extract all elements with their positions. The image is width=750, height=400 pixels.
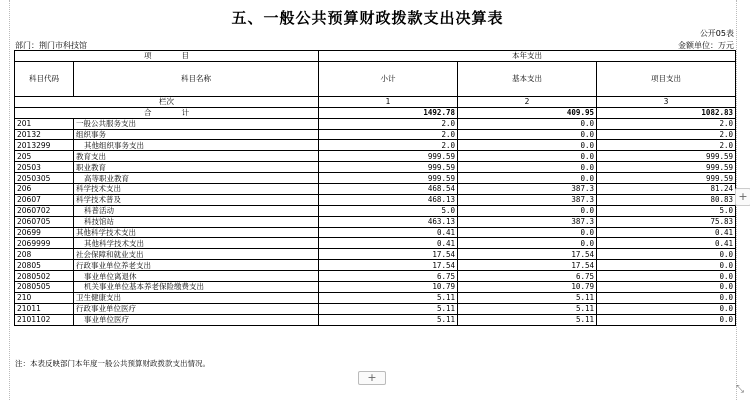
row-project[interactable]: 0.0	[597, 292, 736, 303]
row-subtotal[interactable]: 5.11	[319, 303, 458, 314]
row-name[interactable]: 科学技术支出	[74, 184, 319, 195]
expenditure-table	[14, 50, 736, 326]
row-name[interactable]: 组织事务	[74, 129, 319, 140]
row-project[interactable]: 2.0	[597, 129, 736, 140]
table-row	[15, 194, 736, 205]
row-project[interactable]: 0.0	[597, 271, 736, 282]
resize-icon[interactable]: ⤡	[736, 384, 744, 395]
row-name[interactable]: 科学技术普及	[74, 194, 319, 205]
table-row	[15, 205, 736, 216]
row-name[interactable]: 社会保障和就业支出	[74, 249, 319, 260]
row-code[interactable]: 21011	[15, 303, 74, 314]
total-label[interactable]: 合 计	[15, 107, 319, 118]
total-project[interactable]: 1082.83	[597, 107, 736, 118]
row-name[interactable]: 事业单位医疗	[74, 314, 319, 325]
header-current-year[interactable]: 本年支出	[319, 51, 736, 62]
row-basic[interactable]: 5.11	[458, 292, 597, 303]
amount-unit-label: 金额单位：万元	[678, 41, 734, 50]
table-row	[15, 184, 736, 195]
table-row	[15, 314, 736, 325]
row-basic[interactable]: 0.0	[458, 173, 597, 184]
total-subtotal[interactable]: 1492.78	[319, 107, 458, 118]
row-subtotal[interactable]: 10.79	[319, 282, 458, 293]
row-subtotal[interactable]: 5.11	[319, 314, 458, 325]
row-code[interactable]: 201	[15, 118, 74, 129]
row-code[interactable]: 20607	[15, 194, 74, 205]
row-code[interactable]: 2013299	[15, 140, 74, 151]
row-code[interactable]: 208	[15, 249, 74, 260]
department-label: 部门：荆门市科技馆	[15, 41, 87, 50]
table-row	[15, 151, 736, 162]
row-name[interactable]: 科技馆站	[74, 216, 319, 227]
row-basic[interactable]: 6.75	[458, 271, 597, 282]
row-basic[interactable]: 0.0	[458, 205, 597, 216]
row-basic[interactable]: 0.0	[458, 118, 597, 129]
row-project[interactable]: 999.59	[597, 151, 736, 162]
table-row	[15, 227, 736, 238]
row-subtotal[interactable]: 999.59	[319, 162, 458, 173]
row-name[interactable]: 行政事业单位养老支出	[74, 260, 319, 271]
row-basic[interactable]: 0.0	[458, 151, 597, 162]
row-project[interactable]: 5.0	[597, 205, 736, 216]
row-project[interactable]: 0.41	[597, 227, 736, 238]
row-name[interactable]: 行政事业单位医疗	[74, 303, 319, 314]
header-subtotal[interactable]: 小计	[319, 61, 458, 96]
row-basic[interactable]: 10.79	[458, 282, 597, 293]
row-subtotal[interactable]: 0.41	[319, 227, 458, 238]
row-project[interactable]: 0.0	[597, 314, 736, 325]
row-basic[interactable]: 5.11	[458, 303, 597, 314]
row-code[interactable]: 2069999	[15, 238, 74, 249]
table-row	[15, 303, 736, 314]
row-code[interactable]: 20805	[15, 260, 74, 271]
table-row	[15, 282, 736, 293]
table-row	[15, 238, 736, 249]
row-code[interactable]: 20699	[15, 227, 74, 238]
header-name[interactable]: 科目名称	[74, 61, 319, 96]
header-col3[interactable]: 3	[597, 96, 736, 107]
row-code[interactable]: 206	[15, 184, 74, 195]
row-subtotal[interactable]: 2.0	[319, 118, 458, 129]
row-name[interactable]: 职业教育	[74, 162, 319, 173]
row-project[interactable]: 0.41	[597, 238, 736, 249]
row-code[interactable]: 2060702	[15, 205, 74, 216]
row-subtotal[interactable]: 17.54	[319, 249, 458, 260]
row-project[interactable]: 0.0	[597, 249, 736, 260]
row-basic[interactable]: 387.3	[458, 194, 597, 205]
header-basic[interactable]: 基本支出	[458, 61, 597, 96]
row-subtotal[interactable]: 0.41	[319, 238, 458, 249]
row-name[interactable]: 事业单位离退休	[74, 271, 319, 282]
row-subtotal[interactable]: 999.59	[319, 151, 458, 162]
row-project[interactable]: 0.0	[597, 260, 736, 271]
total-basic[interactable]: 409.95	[458, 107, 597, 118]
row-project[interactable]: 0.0	[597, 282, 736, 293]
row-basic[interactable]: 387.3	[458, 216, 597, 227]
row-name[interactable]: 科普活动	[74, 205, 319, 216]
row-name[interactable]: 其他科学技术支出	[74, 238, 319, 249]
table-row	[15, 173, 736, 184]
row-subtotal[interactable]: 17.54	[319, 260, 458, 271]
table-row	[15, 216, 736, 227]
row-code[interactable]: 2101102	[15, 314, 74, 325]
add-column-button[interactable]: +	[735, 188, 750, 206]
row-subtotal[interactable]: 468.13	[319, 194, 458, 205]
form-number: 公开05表	[699, 29, 734, 38]
row-project[interactable]: 75.83	[597, 216, 736, 227]
add-sheet-button[interactable]: +	[358, 371, 386, 385]
row-code[interactable]: 205	[15, 151, 74, 162]
row-basic[interactable]: 0.0	[458, 129, 597, 140]
row-name[interactable]: 高等职业教育	[74, 173, 319, 184]
row-code[interactable]: 2060705	[15, 216, 74, 227]
row-basic[interactable]: 387.3	[458, 184, 597, 195]
header-code[interactable]: 科目代码	[15, 61, 74, 96]
row-subtotal[interactable]: 6.75	[319, 271, 458, 282]
row-name[interactable]: 机关事业单位基本养老保险缴费支出	[74, 282, 319, 293]
row-subtotal[interactable]: 999.59	[319, 173, 458, 184]
row-code[interactable]: 2080505	[15, 282, 74, 293]
table-row	[15, 140, 736, 151]
row-basic[interactable]: 0.0	[458, 238, 597, 249]
page-boundary-left	[9, 0, 10, 400]
table-row	[15, 292, 736, 303]
row-project[interactable]: 2.0	[597, 140, 736, 151]
row-project[interactable]: 999.59	[597, 162, 736, 173]
row-basic[interactable]: 0.0	[458, 227, 597, 238]
row-project[interactable]: 0.0	[597, 303, 736, 314]
row-project[interactable]: 999.59	[597, 173, 736, 184]
row-code[interactable]: 2080502	[15, 271, 74, 282]
row-code[interactable]: 20132	[15, 129, 74, 140]
footnote: 注：本表反映部门本年度一般公共预算财政拨款支出情况。	[15, 359, 210, 368]
row-subtotal[interactable]: 468.54	[319, 184, 458, 195]
table-row	[15, 118, 736, 129]
row-name[interactable]: 卫生健康支出	[74, 292, 319, 303]
row-basic[interactable]: 0.0	[458, 140, 597, 151]
row-basic[interactable]: 17.54	[458, 260, 597, 271]
row-code[interactable]: 20503	[15, 162, 74, 173]
table-row	[15, 129, 736, 140]
header-item[interactable]: 项 目	[15, 51, 319, 62]
row-name[interactable]: 其他科学技术支出	[74, 227, 319, 238]
row-subtotal[interactable]: 2.0	[319, 140, 458, 151]
row-name[interactable]: 教育支出	[74, 151, 319, 162]
row-subtotal[interactable]: 2.0	[319, 129, 458, 140]
table-row	[15, 249, 736, 260]
row-name[interactable]: 其他组织事务支出	[74, 140, 319, 151]
row-name[interactable]: 一般公共服务支出	[74, 118, 319, 129]
header-col1[interactable]: 1	[319, 96, 458, 107]
row-subtotal[interactable]: 5.11	[319, 292, 458, 303]
table-row	[15, 162, 736, 173]
report-title: 五、一般公共预算财政拨款支出决算表	[231, 9, 504, 27]
table-row	[15, 260, 736, 271]
row-project[interactable]: 81.24	[597, 184, 736, 195]
row-basic[interactable]: 0.0	[458, 162, 597, 173]
table-row	[15, 271, 736, 282]
row-subtotal[interactable]: 5.0	[319, 205, 458, 216]
row-project[interactable]: 2.0	[597, 118, 736, 129]
row-subtotal[interactable]: 463.13	[319, 216, 458, 227]
row-basic[interactable]: 17.54	[458, 249, 597, 260]
row-code[interactable]: 2050305	[15, 173, 74, 184]
row-code[interactable]: 210	[15, 292, 74, 303]
header-col2[interactable]: 2	[458, 96, 597, 107]
row-project[interactable]: 80.83	[597, 194, 736, 205]
row-basic[interactable]: 5.11	[458, 314, 597, 325]
header-column-no[interactable]: 栏次	[15, 96, 319, 107]
header-project[interactable]: 项目支出	[597, 61, 736, 96]
